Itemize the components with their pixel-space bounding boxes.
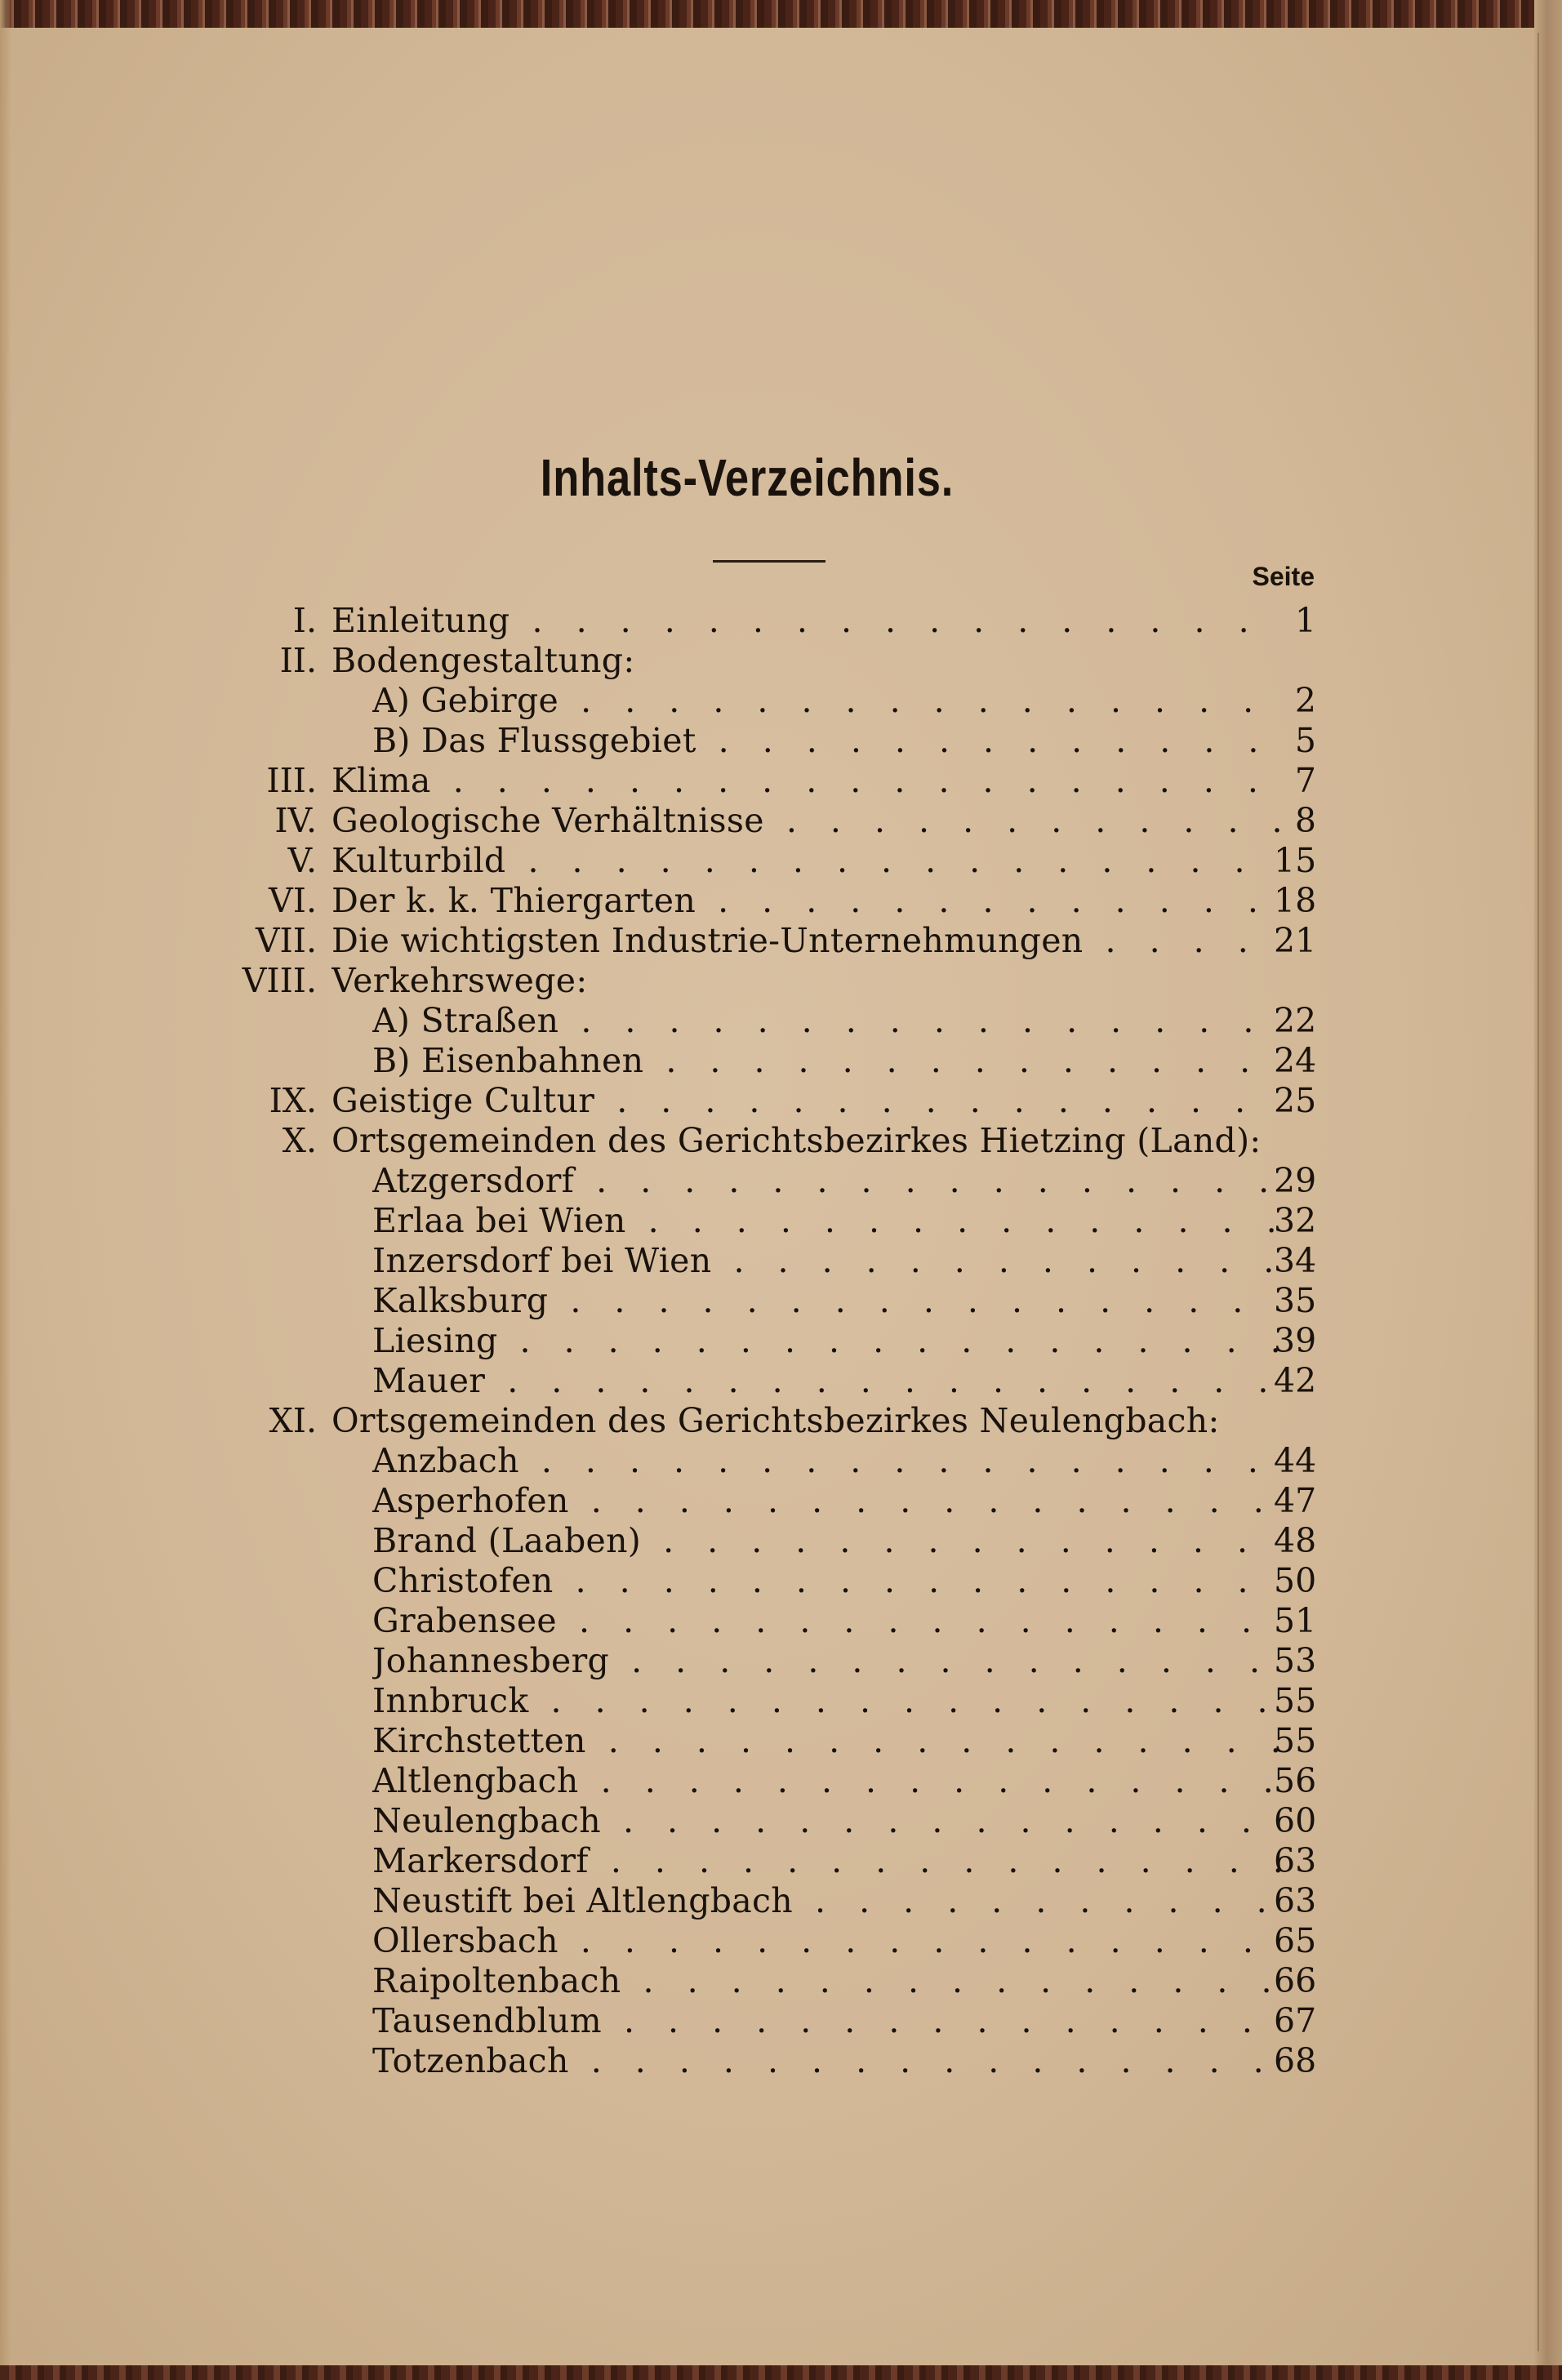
toc-entry-label bbox=[332, 961, 1280, 1000]
toc-entry-label bbox=[372, 1921, 1280, 1960]
toc-entry-page: 47 bbox=[1274, 1481, 1317, 1520]
page-title: Inhalts-Verzeichnis. bbox=[540, 448, 955, 507]
toc-entry-label bbox=[372, 1681, 1280, 1720]
toc-entry-page: 63 bbox=[1274, 1881, 1317, 1920]
toc-entry bbox=[0, 1481, 1562, 1521]
toc-entry-page: 63 bbox=[1274, 1841, 1317, 1880]
toc-entry-label bbox=[372, 1201, 1280, 1240]
toc-entry-number: V. bbox=[287, 841, 317, 880]
toc-entry-label-text: Innbruck bbox=[372, 1681, 529, 1720]
page-top-edge bbox=[0, 0, 1562, 28]
toc-entry bbox=[0, 1961, 1562, 2001]
page-bottom-edge bbox=[0, 2365, 1562, 2380]
toc-entry-page: 42 bbox=[1274, 1361, 1317, 1400]
toc-entry bbox=[0, 681, 1562, 721]
toc-entry-label-text: Liesing bbox=[372, 1321, 498, 1360]
toc-entry-page: 32 bbox=[1274, 1201, 1317, 1240]
toc-entry-page: 55 bbox=[1274, 1681, 1317, 1720]
toc-entry-page: 35 bbox=[1274, 1281, 1317, 1320]
toc-entry bbox=[0, 1761, 1562, 1801]
toc-entry-label bbox=[332, 1121, 1280, 1160]
toc-entry-label-text: Die wichtigsten Industrie-Unternehmungen bbox=[332, 921, 1084, 960]
toc-entry-label bbox=[372, 2001, 1280, 2040]
toc-entry bbox=[0, 721, 1562, 761]
toc-entry-page: 68 bbox=[1274, 2041, 1317, 2080]
toc-entry-label-text: Bodengestaltung: bbox=[332, 641, 635, 680]
toc-entry-label bbox=[372, 721, 1280, 760]
toc-entry-label-text: Geologische Verhältnisse bbox=[332, 801, 764, 840]
toc-entry-label-text: Asperhofen bbox=[372, 1481, 569, 1520]
toc-entry-label bbox=[372, 1961, 1280, 2000]
toc-entry-page: 67 bbox=[1274, 2001, 1317, 2040]
toc-entry-label bbox=[372, 1001, 1280, 1040]
toc-entry bbox=[0, 1801, 1562, 1841]
toc-entry-label bbox=[372, 2041, 1280, 2080]
toc-entry bbox=[0, 1641, 1562, 1681]
toc-entry-page: 66 bbox=[1274, 1961, 1317, 2000]
toc-entry-page: 44 bbox=[1274, 1441, 1317, 1480]
toc-entry-page: 55 bbox=[1274, 1721, 1317, 1760]
toc-entry-label-text: Mauer bbox=[372, 1361, 486, 1400]
toc-entry-label-text: A) Straßen bbox=[372, 1001, 559, 1040]
toc-entry-label-text: Christofen bbox=[372, 1561, 554, 1600]
toc-entry-label-text: Erlaa bei Wien bbox=[372, 1201, 626, 1240]
title-divider bbox=[713, 560, 826, 563]
toc-entry-page: 51 bbox=[1274, 1601, 1317, 1640]
toc-entry-label bbox=[332, 761, 1280, 800]
toc-entry-page: 1 bbox=[1294, 601, 1316, 640]
toc-entry-label bbox=[372, 1041, 1280, 1080]
toc-entry-label bbox=[372, 1481, 1280, 1520]
toc-entry-label-text: Kulturbild bbox=[332, 841, 506, 880]
toc-entry-page: 29 bbox=[1274, 1161, 1317, 1200]
toc-entry-label-text: Altlengbach bbox=[372, 1761, 579, 1800]
toc-entry-label bbox=[372, 1161, 1280, 1200]
toc-entry-label bbox=[332, 601, 1280, 640]
toc-entry bbox=[0, 641, 1562, 681]
toc-entry-number: XI. bbox=[269, 1401, 317, 1440]
toc-entry-number: II. bbox=[279, 641, 317, 680]
toc-entry-label bbox=[372, 1561, 1280, 1600]
toc-entry-page: 25 bbox=[1274, 1081, 1317, 1120]
toc-entry-label bbox=[372, 1521, 1280, 1560]
toc-entry-label-text: Anzbach bbox=[372, 1441, 519, 1480]
toc-entry bbox=[0, 1401, 1562, 1441]
toc-entry-number: I. bbox=[292, 601, 317, 640]
toc-entry-page: 60 bbox=[1274, 1801, 1317, 1840]
toc-entry-label bbox=[372, 1241, 1280, 1280]
toc-entry-label bbox=[332, 881, 1280, 920]
toc-entry bbox=[0, 2001, 1562, 2041]
toc-entry-label-text: Johannesberg bbox=[372, 1641, 610, 1680]
toc-entry bbox=[0, 1201, 1562, 1241]
toc-entry-label bbox=[372, 1321, 1280, 1360]
toc-entry-page: 15 bbox=[1274, 841, 1317, 880]
toc-entry-label bbox=[372, 1881, 1280, 1920]
toc-entry-label bbox=[332, 921, 1280, 960]
toc-entry-label bbox=[332, 841, 1280, 880]
toc-entry-label-text: Ollersbach bbox=[372, 1921, 558, 1960]
toc-entry-page: 22 bbox=[1274, 1001, 1317, 1040]
toc-entry-label-text: B) Eisenbahnen bbox=[372, 1041, 644, 1080]
toc-entry-label-text: Der k. k. Thiergarten bbox=[332, 881, 696, 920]
toc-entry-label-text: Tausendblum bbox=[372, 2001, 602, 2040]
toc-entry bbox=[0, 801, 1562, 841]
toc-entry-label-text: Brand (Laaben) bbox=[372, 1521, 642, 1560]
toc-entry-label-text: Raipoltenbach bbox=[372, 1961, 621, 2000]
toc-entry-page: 50 bbox=[1274, 1561, 1317, 1600]
toc-entry-label-text: A) Gebirge bbox=[372, 681, 559, 720]
toc-entry-page: 48 bbox=[1274, 1521, 1317, 1560]
page-column-header: Seite bbox=[1252, 562, 1315, 591]
toc-entry-page: 5 bbox=[1294, 721, 1316, 760]
toc-entry-label-text: Neustift bei Altlengbach bbox=[372, 1881, 793, 1920]
toc-entry bbox=[0, 1361, 1562, 1401]
toc-entry-page: 21 bbox=[1274, 921, 1317, 960]
toc-entry bbox=[0, 841, 1562, 881]
toc-entry-label-text: Kalksburg bbox=[372, 1281, 549, 1320]
toc-entry-label bbox=[332, 801, 1280, 840]
toc-entry-label bbox=[372, 1361, 1280, 1400]
toc-entry-label-text: Ortsgemeinden des Gerichtsbezirkes Hietzing (Land): bbox=[332, 1121, 1262, 1160]
toc-entry-label-text: Markersdorf bbox=[372, 1841, 589, 1880]
toc-entry-label bbox=[372, 1761, 1280, 1800]
toc-entry-number: VI. bbox=[269, 881, 317, 920]
toc-entry bbox=[0, 1041, 1562, 1081]
toc-entry bbox=[0, 1561, 1562, 1601]
toc-entry-page: 56 bbox=[1274, 1761, 1317, 1800]
toc-entry-page: 8 bbox=[1294, 801, 1316, 840]
toc-entry-label bbox=[372, 681, 1280, 720]
toc-entry-label bbox=[372, 1801, 1280, 1840]
toc-entry-page: 2 bbox=[1294, 681, 1316, 720]
toc-entry bbox=[0, 1081, 1562, 1121]
toc-entry-number: III. bbox=[266, 761, 317, 800]
toc-entry bbox=[0, 1161, 1562, 1201]
toc-entry bbox=[0, 1601, 1562, 1641]
toc-entry bbox=[0, 1241, 1562, 1281]
toc-entry-label-text: B) Das Flussgebiet bbox=[372, 721, 696, 760]
toc-entry-label-text: Einleitung bbox=[332, 601, 510, 640]
toc-entry bbox=[0, 1281, 1562, 1321]
toc-entry-label-text: Neulengbach bbox=[372, 1801, 601, 1840]
toc-entry bbox=[0, 1521, 1562, 1561]
toc-entry-number: VII. bbox=[255, 921, 317, 960]
toc-entry-label-text: Grabensee bbox=[372, 1601, 557, 1640]
toc-entry-label bbox=[372, 1601, 1280, 1640]
toc-entry bbox=[0, 921, 1562, 961]
toc-entry bbox=[0, 1321, 1562, 1361]
toc-entry-number: IV. bbox=[274, 801, 317, 840]
toc-entry-label bbox=[332, 641, 1280, 680]
toc-entry-page: 7 bbox=[1294, 761, 1316, 800]
toc-entry-page: 53 bbox=[1274, 1641, 1317, 1680]
toc-entry bbox=[0, 1921, 1562, 1961]
toc-entry-label-text: Inzersdorf bei Wien bbox=[372, 1241, 712, 1280]
toc-entry bbox=[0, 961, 1562, 1001]
toc-entry bbox=[0, 1721, 1562, 1761]
toc-entry-label bbox=[332, 1081, 1280, 1120]
toc-entry-label-text: Atzgersdorf bbox=[372, 1161, 575, 1200]
toc-entry-label bbox=[372, 1641, 1280, 1680]
toc-entry bbox=[0, 881, 1562, 921]
toc-entry bbox=[0, 1121, 1562, 1161]
toc-entry-number: IX. bbox=[269, 1081, 317, 1120]
toc-entry-page: 65 bbox=[1274, 1921, 1317, 1960]
toc-entry bbox=[0, 1001, 1562, 1041]
toc-entry-number: VIII. bbox=[242, 961, 317, 1000]
toc-entry bbox=[0, 2041, 1562, 2081]
toc-entry bbox=[0, 1841, 1562, 1881]
toc-entry-label-text: Kirchstetten bbox=[372, 1721, 586, 1760]
toc-entry-label-text: Ortsgemeinden des Gerichtsbezirkes Neulengbach: bbox=[332, 1401, 1220, 1440]
toc-entry-number: X. bbox=[282, 1121, 317, 1160]
toc-entry bbox=[0, 1681, 1562, 1721]
toc-entry-page: 39 bbox=[1274, 1321, 1317, 1360]
toc-entry-label-text: Verkehrswege: bbox=[332, 961, 588, 1000]
toc-entry-label bbox=[372, 1841, 1280, 1880]
toc-entry-page: 24 bbox=[1274, 1041, 1317, 1080]
toc-entry-label-text: Geistige Cultur bbox=[332, 1081, 595, 1120]
toc-entry bbox=[0, 761, 1562, 801]
toc-entry bbox=[0, 601, 1562, 641]
toc-entry-label bbox=[372, 1281, 1280, 1320]
toc-entry-label bbox=[372, 1721, 1280, 1760]
toc-entry bbox=[0, 1881, 1562, 1921]
toc-entry-page: 18 bbox=[1274, 881, 1317, 920]
toc-entry bbox=[0, 1441, 1562, 1481]
toc-entry-label-text: Klima bbox=[332, 761, 431, 800]
toc-entry-label bbox=[372, 1441, 1280, 1480]
toc-entry-label-text: Totzenbach bbox=[372, 2041, 569, 2080]
toc-entry-label bbox=[332, 1401, 1280, 1440]
toc-entry-page: 34 bbox=[1274, 1241, 1317, 1280]
